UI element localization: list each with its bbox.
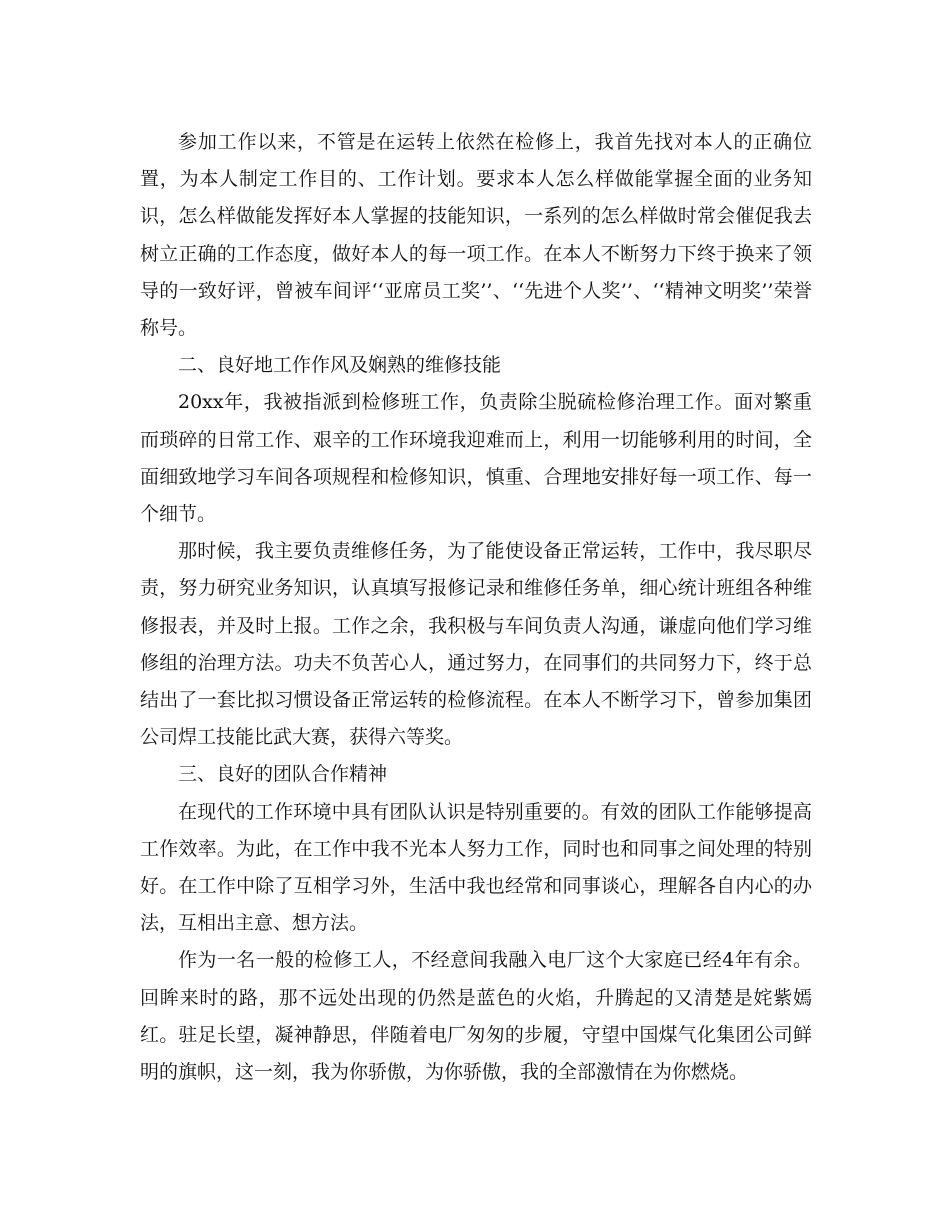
section-heading-teamwork: 三、良好的团队合作精神 — [178, 763, 388, 786]
paragraph-maintenance-assignment: 20xx年，我被指派到检修班工作，负责除尘脱硫检修治理工作。面对繁重而琐碎的日常工作、艰辛的工作环境我迎难而上，利用一切能够利用的时间，全面细致地学习车间各项规程和检修知识，慎重、合理地安排好每一项工作、每一个细节。 — [140, 391, 812, 526]
section-heading-maintenance-skills: 二、良好地工作作风及娴熟的维修技能 — [178, 354, 502, 377]
document-body — [140, 124, 812, 1091]
paragraph-closing: 作为一名一般的检修工人，不经意间我融入电厂这个大家庭已经4年有余。回眸来时的路，那不远处出现的仍然是蓝色的火焰，升腾起的又清楚是姹紫嫣红。驻足长望，凝神静思，伴随着电厂匆匆的步履，守望中国煤气化集团公司鲜明的旗帜，这一刻，我为你骄傲，为你骄傲，我的全部激情在为你燃烧。 — [140, 949, 812, 1084]
paragraph-maintenance-duties: 那时候，我主要负责维修任务，为了能使设备正常运转，工作中，我尽职尽责，努力研究业务知识，认真填写报修记录和维修任务单，细心统计班组各种维修报表，并及时上报。工作之余，我积极与车间负责人沟通，谦虚向他们学习维修组的治理方法。功夫不负苦心人，通过努力，在同事们的共同努力下，终于总结出了一套比拟习惯设备正常运转的检修流程。在本人不断学习下，曾参加集团公司焊工技能比武大赛，获得六等奖。 — [140, 540, 812, 749]
paragraph-teamwork: 在现代的工作环境中具有团队认识是特别重要的。有效的团队工作能够提高工作效率。为此，在工作中我不光本人努力工作，同时也和同事之间处理的特别好。在工作中除了互相学习外，生活中我也经常和同事谈心，理解各自内心的办法，互相出主意、想方法。 — [140, 800, 812, 935]
paragraph-work-attitude: 参加工作以来，不管是在运转上依然在检修上，我首先找对本人的正确位置，为本人制定工作目的、工作计划。要求本人怎么样做能掌握全面的业务知识，怎么样做能发挥好本人掌握的技能知识，一系列的怎么样做时常会催促我去树立正确的工作态度，做好本人的每一项工作。在本人不断努力下终于换来了领导的一致好评，曾被车间评‘‘亚席员工奖’’、‘‘先进个人奖’’、‘‘精神文明奖’’荣誉称号。 — [140, 131, 812, 340]
